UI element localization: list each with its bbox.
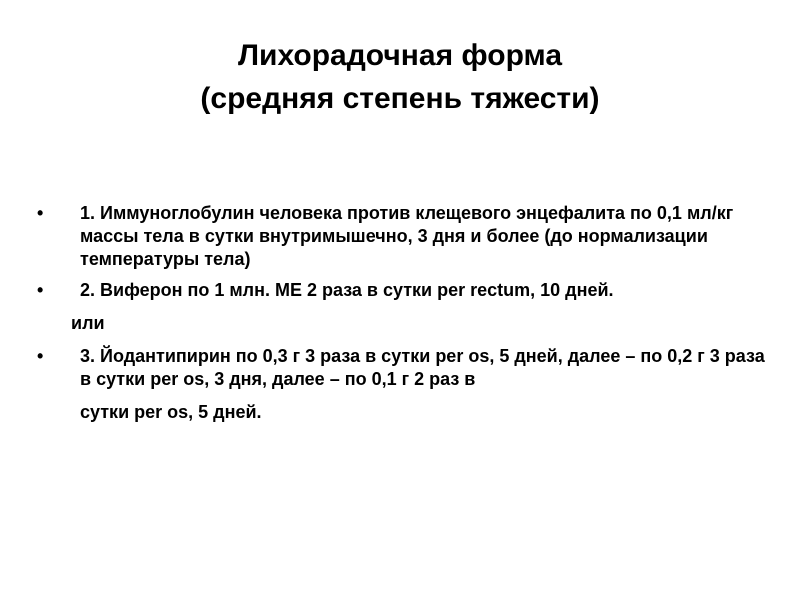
bullet-icon: • — [37, 346, 44, 366]
list-item-text: 1. Иммуноглобулин человека против клещевого энцефалита по 0,1 мл/кг массы тела в сутки внутримышечно, 3 дня и более (до нормализации температуры тела) — [80, 203, 734, 269]
bullet-icon: • — [37, 280, 44, 300]
or-separator: или — [71, 313, 105, 333]
list-item-immunoglobulin — [30, 202, 770, 271]
slide-body — [30, 197, 770, 424]
list-item-viferon — [30, 279, 770, 302]
list-item-text: 3. Йодантипирин по 0,3 г 3 раза в сутки per os, 5 дней, далее – по 0,2 г 3 раза в сутки per os, 3 дня, далее – по 0,1 г 2 раз в — [80, 346, 765, 389]
title-line-1: Лихорадочная форма — [237, 39, 563, 72]
list-item-text-continuation: сутки per os, 5 дней. — [80, 402, 262, 422]
list-item-iodantipyrin — [30, 345, 770, 424]
title-line-2: (средняя степень тяжести) — [200, 82, 600, 115]
bullet-icon: • — [37, 203, 44, 223]
slide-title — [0, 34, 800, 120]
list-item-text: 2. Виферон по 1 млн. МЕ 2 раза в сутки per rectum, 10 дней. — [80, 280, 614, 300]
